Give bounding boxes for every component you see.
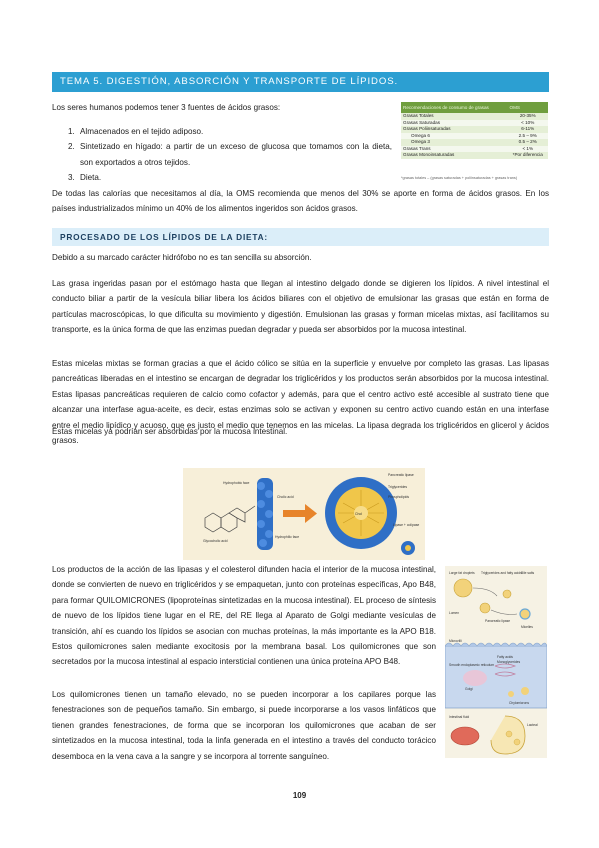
figure-label: Large fat droplets [449, 571, 475, 575]
figure-label: Triglycerides and fatty acids [481, 571, 522, 575]
table-footnote: *grasas totales – (grasas saturadas + poliinsaturadas + grasas trans) [401, 176, 518, 180]
figure-label: Monoglycerides [497, 660, 521, 664]
figure-label: Lumen [449, 611, 460, 615]
figure-label: Glycocholic acid [203, 539, 228, 543]
chapter-title: TEMA 5. DIGESTIÓN, ABSORCIÓN Y TRANSPORTE DE LÍPIDOS. [60, 76, 399, 87]
paragraph: Los productos de la acción de las lipasas y el colesterol difunden hacia el interior de la mucosa intestinal, donde se convierten de nuevo en triglicéridos y se empaquetan, junto con proteínas específicas, Apo B48, para formar QUILOMICRONES (lipoproteínas sintetizadas en la mucosa intestinal). EL proceso de síntesis de nuevo de los lípidos tiene lugar en el RE, del RE llega al Aparato de Golgi mediante vesículas de transición, ahí es cuando los lípidos se asocian con muchas proteínas, la más importante es la APO B18. Estos quilomicrones salen mediante exocitosis por la membrana basal. Los quilomicrones que son secretados por la mucosa intestinal al espacio intersticial contienen una única proteína APO B48. [52, 565, 436, 667]
list-item: 3. Dieta. [68, 173, 102, 183]
table-row: Grasas Saturadas < 10% [401, 120, 548, 127]
table-row: Grasas Monoinsaturadas *Por diferencia [401, 152, 548, 159]
fat-droplet-icon [454, 579, 530, 619]
cholic-acid-structure-icon [205, 506, 255, 532]
figure-label: Lacteal [527, 723, 538, 727]
figure-label: Phospholipids [388, 495, 410, 499]
figure-label: Chol [355, 512, 362, 516]
section-title: PROCESADO DE LOS LÍPIDOS DE LA DIETA: [60, 232, 268, 242]
table-header: Recomendaciones de consumo de grasas [401, 102, 508, 113]
figure-label: Chylomicrons [509, 701, 529, 705]
figure-label: Microvilli [449, 639, 462, 643]
figure-label: Bile salts [521, 571, 535, 575]
arrow-right-icon [283, 504, 317, 523]
figure-label: Pancreatic lipase [388, 473, 414, 477]
lacteal-icon [491, 716, 525, 754]
paragraph: Las grasa ingeridas pasan por el estómago hasta que llegan al intestino delgado donde se digieren los lípidos. A nivel intestinal el conducto biliar a partir de la vesícula biliar libera los ácidos biliares con el objetivo de emulsionar las grasas que están en forma de partículas macroscópicas, lo que dificulta su movimiento y digestión. Emulsionan las grasas y forman micelas mixtas, así facilitamos su transporte, es la única forma de que las enzimas puedan degradar y pueda ser absorbidos por la mucosa intestinal. [52, 279, 549, 335]
figure-label: Micelles [521, 625, 533, 629]
enterocyte-layer-icon [445, 643, 547, 708]
paragraph: Los quilomicrones tienen un tamaño elevado, no se pueden incorporar a los capilares porque las fenestraciones son de pequeños tamaño. Sin embargo, si puede incorporarse a los vasos linfáticos que tienen grandes fenestraciones, de forma que se incorporan los quilomicrones que acaban de ser sintetizados en la mucosa intestinal, toda la linfa generada en el intestino a través del conducto torácico desemboca en la vena cava a la sangre y se incorpora al torrente sanguíneo. [52, 690, 436, 761]
intro-paragraph: De todas las calorías que necesitamos al día, la OMS recomienda que menos del 30% se aporte en forma de ácidos grasos. En los países industrializados mínimo un 40% de los alimentos ingeridos son ácidos grasos. [52, 189, 549, 214]
paragraph: Estas micelas ya podrían ser absorbidas por la mucosa intestinal. [52, 427, 288, 436]
figure-label: Intestinal fluid [449, 715, 470, 719]
figure-label: Hydrophilic face [275, 535, 300, 539]
section-header [52, 228, 549, 246]
figure-label: Lipase + colipase [393, 523, 420, 527]
intro-lead: Los seres humanos podemos tener 3 fuentes de ácidos grasos: [52, 103, 281, 112]
figure-label: Cholic acid [277, 495, 294, 499]
fat-recommendation-table [401, 102, 548, 159]
table-row: Grasas Poliinsaturadas 6-11% [401, 126, 548, 133]
table-row: Grasas Totales 20-35% [401, 113, 548, 120]
figure-label: Pancreatic lipase [485, 619, 511, 623]
figure-label: Smooth endoplasmic reticulum [449, 663, 495, 667]
table-row: Omega 6 2.5 – 9% [401, 133, 548, 140]
chapter-title-banner [52, 72, 549, 92]
micelle-formation-figure [183, 468, 425, 560]
table-header: OMS [508, 102, 549, 113]
bile-salt-column-icon [257, 478, 273, 550]
page-number: 109 [292, 791, 307, 800]
figure-label: Hydrophobic face [223, 481, 250, 485]
absorption-diagram [445, 566, 547, 758]
list-item: 2. Sintetizado en hígado: a partir de un exceso de glucosa que tomamos con la dieta, son exportados a otros tejidos. [68, 142, 392, 167]
pancreatic-lipase-icon [401, 541, 415, 555]
figure-label: Triglycerides [388, 485, 408, 489]
capillary-icon [451, 727, 479, 745]
list-item: 1. Almacenados en el tejido adiposo. [68, 127, 204, 136]
table-row: Omega 3 0.5 – 2% [401, 139, 548, 146]
fatty-acid-sources-list [52, 124, 392, 186]
table-row: Grasas Trans < 1% [401, 146, 548, 153]
paragraph: Debido a su marcado carácter hidrófobo no es tan sencilla su absorción. [52, 253, 312, 262]
lipid-absorption-figure [445, 566, 547, 758]
figure-label: Fatty acids [497, 655, 513, 659]
micelle-diagram [183, 468, 425, 560]
paragraph: Estas micelas mixtas se forman gracias a que el ácido cólico se sitúa en la superficie y envuelve por completo las grasas. Las lipasas pancreáticas liberadas en el intestino se encargan de degradar los triglicéridos y los productos serán absorbidos por la mucosa intestinal. Estas lipasas pancreáticas requieren de calcio como cofactor y además, para que el centro activo esté accesible al sustrato tiene que alcanzar una interfase agua-aceite, es decir, estas enzimas solo se activan y exponen su centro activo cuando están en una interfase entre el medio lipídico y acuoso, que es justo el medio que tenemos en las micelas. La lipasa degrada los triglicéridos en glicerol y ácidos grasos. [52, 359, 549, 446]
figure-label: Golgi [465, 687, 473, 691]
